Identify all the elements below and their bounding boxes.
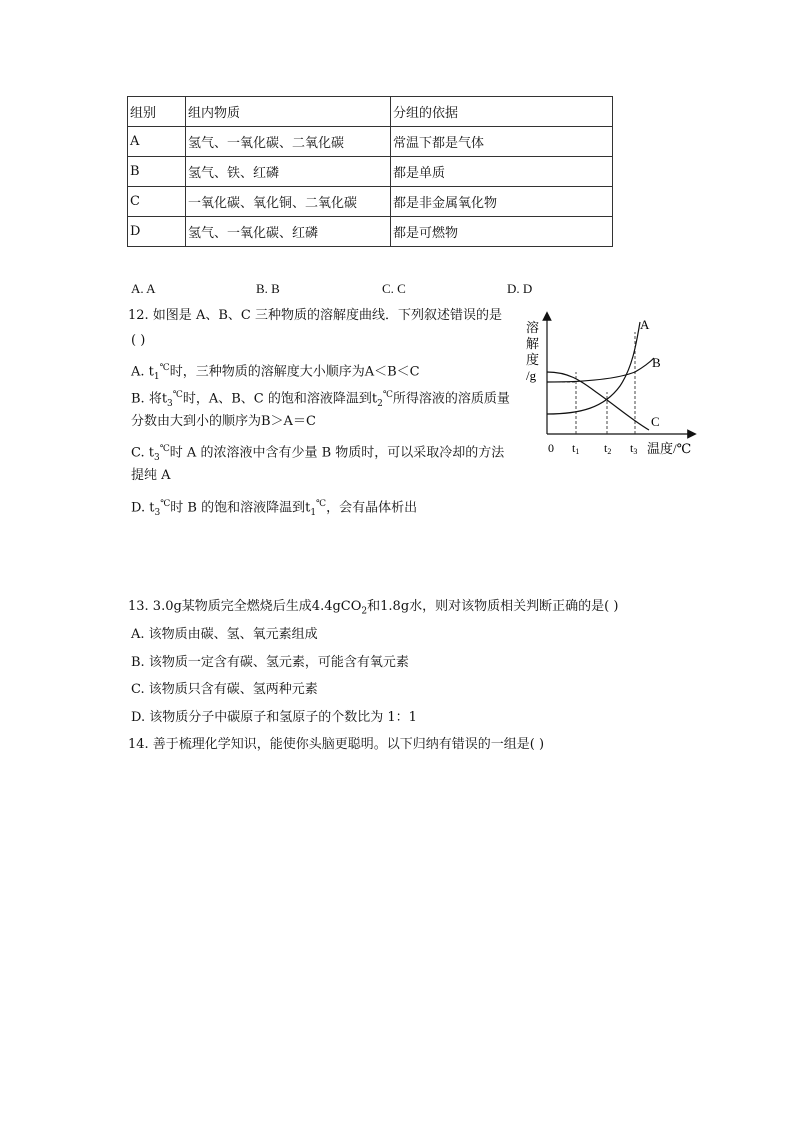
- curve-label-a: A: [640, 317, 650, 332]
- q12-option-b: B. 将$t_3^℃$时，A、B、C 的饱和溶液降温到$t_2^℃$所得溶液的溶质质量: [131, 390, 510, 409]
- q12-option-c-line2: 提纯 A: [131, 468, 171, 483]
- table-cell: 氢气、一氧化碳、二氧化碳: [186, 127, 391, 157]
- table-row: [128, 127, 613, 157]
- solubility-curve-graph: [520, 310, 710, 460]
- table-row: [128, 157, 613, 187]
- y-label-1: 溶: [526, 320, 540, 335]
- q12-option-c: C. $t_3^℃$时 A 的浓溶液中含有少量 B 物质时，可以采取冷却的方法: [131, 444, 505, 463]
- table-row: [128, 187, 613, 217]
- table-header-cell: 组内物质: [186, 97, 391, 127]
- curve-label-b: B: [652, 355, 661, 370]
- curve-c: [547, 372, 649, 430]
- table-cell: 常温下都是气体: [391, 127, 613, 157]
- grouping-table: [127, 96, 613, 247]
- y-label-2: 解: [526, 336, 540, 351]
- table-cell: 都是单质: [391, 157, 613, 187]
- q11-option-d: D. D: [507, 281, 533, 296]
- origin-label: 0: [548, 441, 554, 455]
- table-cell: 都是非金属氧化物: [391, 187, 613, 217]
- table-row: [128, 217, 613, 247]
- table-cell: B: [128, 157, 186, 187]
- q13-option-a: A. 该物质由碳、氢、氧元素组成: [131, 627, 318, 642]
- q13-stem: 13. 3.0g某物质完全燃烧后生成4.4gCO$_2$和1.8g水，则对该物质相关判断正确的是( ): [128, 599, 619, 617]
- table-cell: 都是可燃物: [391, 217, 613, 247]
- table-cell: C: [128, 187, 186, 217]
- q11-option-c: C. C: [382, 281, 406, 296]
- q12-stem: 12. 如图是 A、B、C 三种物质的溶解度曲线．下列叙述错误的是: [128, 308, 502, 323]
- table-header-cell: 分组的依据: [391, 97, 613, 127]
- q11-option-a: A. A: [131, 281, 156, 296]
- q11-option-b: B. B: [256, 281, 280, 296]
- x-axis-label: 温度/℃: [647, 441, 692, 456]
- table-cell: D: [128, 217, 186, 247]
- tick-t1: t1: [572, 441, 580, 456]
- q12-option-d: D. $t_3^℃$时 B 的饱和溶液降温到$t_1^℃$，会有晶体析出: [131, 499, 418, 518]
- table-header-cell: 组别: [128, 97, 186, 127]
- table-cell: 氢气、铁、红磷: [186, 157, 391, 187]
- q12-option-a: A. $t_1^℃$时，三种物质的溶解度大小顺序为A＜B＜C: [131, 363, 420, 382]
- q13-option-c: C. 该物质只含有碳、氢两种元素: [131, 682, 318, 697]
- q13-option-b: B. 该物质一定含有碳、氢元素，可能含有氧元素: [131, 655, 409, 670]
- table-cell: A: [128, 127, 186, 157]
- q12-answer-bracket: ( ): [131, 333, 146, 348]
- table-header-row: [128, 97, 613, 127]
- table-cell: 氢气、一氧化碳、红磷: [186, 217, 391, 247]
- q12-option-b-line2: 分数由大到小的顺序为B＞A＝C: [131, 414, 316, 429]
- curve-a: [547, 322, 640, 414]
- q13-option-d: D. 该物质分子中碳原子和氢原子的个数比为 1：1: [131, 710, 417, 725]
- y-label-3: 度: [526, 352, 540, 367]
- q14-stem: 14. 善于梳理化学知识，能使你头脑更聪明。以下归纳有错误的一组是( ): [128, 737, 545, 752]
- table-cell: 一氧化碳、氧化铜、二氧化碳: [186, 187, 391, 217]
- tick-t3: t3: [630, 441, 638, 456]
- y-label-4: /g: [526, 368, 537, 383]
- curve-b: [547, 358, 654, 382]
- tick-t2: t2: [604, 441, 612, 456]
- curve-label-c: C: [651, 414, 660, 429]
